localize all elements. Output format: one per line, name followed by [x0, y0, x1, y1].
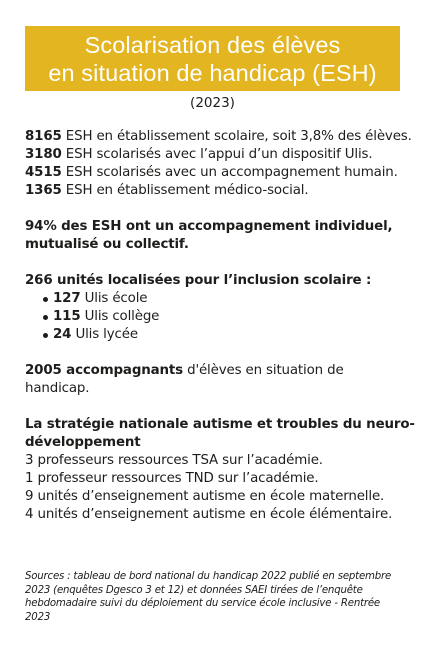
- stats-block: [25, 128, 410, 200]
- units-heading: [25, 272, 410, 290]
- sources-line-1: Sources : tableau de bord national du handicap 2022 publié en septembre: [25, 571, 392, 582]
- aides-line-1: [25, 362, 410, 380]
- stat-number: 1365: [25, 183, 62, 198]
- stat-number: 4515: [25, 165, 62, 180]
- list-item: [45, 290, 410, 308]
- list-item: [45, 308, 410, 326]
- sources-line-2: 2023 (enquêtes Dgesco 3 et 12) et données SAEI tirées de l’enquête: [25, 584, 363, 596]
- stat-number: 3180: [25, 147, 62, 162]
- stat-text: ESH en établissement scolaire, soit 3,8% des élèves.: [61, 129, 412, 144]
- strategy-block: [25, 416, 415, 524]
- units-block: [25, 272, 410, 344]
- unit-label: Ulis lycée: [71, 327, 138, 342]
- unit-label: Ulis école: [80, 291, 148, 306]
- stat-line: [25, 128, 410, 146]
- aides-count: 2005 accompagnants: [25, 363, 183, 378]
- stat-number: 8165: [25, 129, 62, 144]
- strategy-heading-2: [25, 434, 410, 452]
- unit-label: Ulis collège: [80, 309, 160, 324]
- strategy-line: 3 professeurs ressources TSA sur l’académie.: [25, 453, 323, 468]
- aides-line-2: handicap.: [25, 381, 90, 396]
- stat-line: [25, 164, 410, 182]
- strategy-heading-text-2: développement: [25, 435, 141, 450]
- aides-text-1: d'élèves en situation de: [182, 363, 344, 378]
- title-line-2: en situation de handicap (ESH): [48, 59, 377, 86]
- strategy-heading-1: [25, 416, 415, 434]
- unit-count: 24: [53, 327, 72, 342]
- list-item: [45, 326, 410, 344]
- content-body: [25, 128, 415, 524]
- year-label: (2023): [190, 95, 235, 111]
- strategy-line: 4 unités d’enseignement autisme en école élémentaire.: [25, 507, 393, 522]
- accompaniment-text-2: mutualisé ou collectif.: [25, 237, 189, 252]
- units-list: [25, 290, 410, 344]
- sources-line-3: hebdomadaire suivi du déploiement du service école inclusive - Rentrée 2023: [25, 598, 381, 623]
- strategy-line: 1 professeur ressources TND sur l’académie.: [25, 471, 319, 486]
- unit-count: 115: [53, 309, 81, 324]
- sources-note: [25, 570, 405, 624]
- accompaniment-line-2: [25, 236, 410, 254]
- stat-text: ESH en établissement médico-social.: [61, 183, 309, 198]
- accompaniment-text-1: 94% des ESH ont un accompagnement individuel,: [25, 219, 393, 234]
- stat-line: [25, 146, 410, 164]
- stat-text: ESH scolarisés avec l’appui d’un dispositif Ulis.: [61, 147, 373, 162]
- accompaniment-block: [25, 218, 410, 254]
- strategy-line: 9 unités d’enseignement autisme en école maternelle.: [25, 489, 385, 504]
- stat-line: [25, 182, 410, 200]
- units-heading-text: 266 unités localisées pour l’inclusion scolaire :: [25, 273, 372, 288]
- unit-count: 127: [53, 291, 81, 306]
- aides-block: [25, 362, 410, 398]
- strategy-heading-text-1: La stratégie nationale autisme et troubles du neuro-: [25, 417, 415, 432]
- accompaniment-line-1: [25, 218, 410, 236]
- title-line-1: Scolarisation des élèves: [84, 31, 341, 58]
- title-banner: [25, 26, 400, 91]
- stat-text: ESH scolarisés avec un accompagnement humain.: [61, 165, 398, 180]
